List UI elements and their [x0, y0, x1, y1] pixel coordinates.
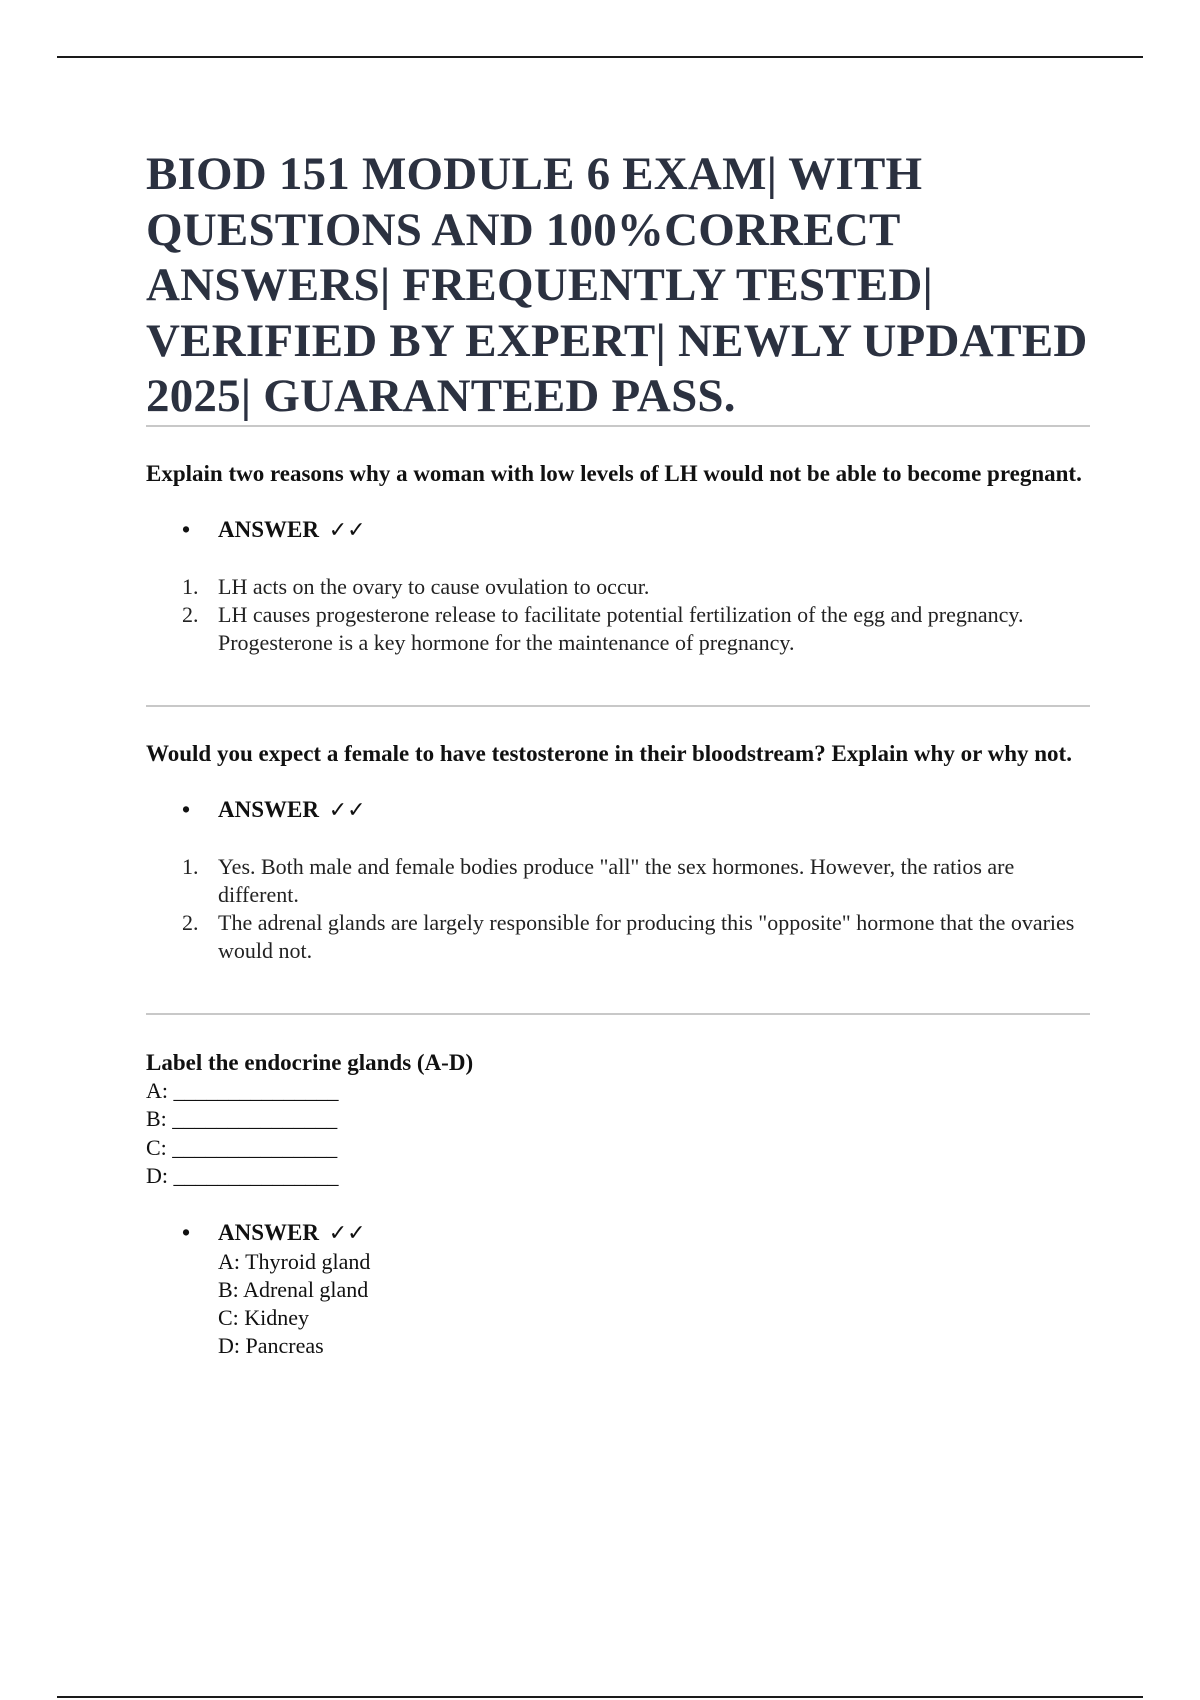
point-text: Yes. Both male and female bodies produce "all" the sex hormones. However, the ratios are different. [218, 853, 1015, 907]
answer-c: C: Kidney [218, 1304, 310, 1330]
point-number: 2. [182, 909, 199, 935]
title-divider [146, 425, 1090, 427]
answer-points [146, 853, 1090, 965]
section-divider [146, 1013, 1090, 1015]
point-text: LH causes progesterone release to facilitate potential fertilization of the egg and pregnancy. Progesterone is a key hormone for the maintenance of pregnancy. [218, 601, 1024, 655]
bullet: • [182, 516, 191, 542]
answer-label: ANSWER [218, 516, 319, 542]
double-check-icon: ✓✓ [328, 797, 366, 823]
answer-a: A: Thyroid gland [218, 1248, 371, 1274]
answer-list [146, 796, 1090, 825]
question-text: Explain two reasons why a woman with low levels of LH would not be able to become pregnant. [146, 460, 1082, 486]
point-number: 2. [182, 601, 199, 627]
answer-header [146, 1219, 1090, 1360]
answer-label: ANSWER [218, 796, 319, 822]
question-block-1 [146, 460, 1090, 657]
answer-point [146, 601, 1090, 657]
question-block-3 [146, 1049, 1090, 1360]
blank-line-c: C: _______________ [146, 1134, 338, 1160]
answer-list [146, 1219, 1090, 1360]
question-block-2 [146, 740, 1090, 965]
blank-line-b: B: _______________ [146, 1106, 338, 1131]
answer-point [146, 853, 1090, 909]
answer-points [146, 573, 1090, 657]
answer-point [146, 573, 1090, 601]
document-body [146, 147, 1090, 1360]
answer-list [146, 516, 1090, 545]
point-number: 1. [182, 573, 199, 599]
question-text: Label the endocrine glands (A-D) [146, 1049, 474, 1075]
page-top-rule [57, 56, 1143, 58]
question-text: Would you expect a female to have testosterone in their bloodstream? Explain why or why not. [146, 740, 1072, 766]
point-text: LH acts on the ovary to cause ovulation to occur. [218, 573, 650, 599]
gland-answers [218, 1248, 1090, 1360]
blank-line-d: D: _______________ [146, 1163, 339, 1188]
document-title: BIOD 151 MODULE 6 EXAM| WITH QUESTIONS AND 100%CORRECT ANSWERS| FREQUENTLY TESTED| VERIFIED BY EXPERT| NEWLY UPDATED 2025| GUARANTEED PASS. [146, 148, 1088, 422]
bullet: • [182, 796, 191, 822]
answer-header [146, 516, 1090, 545]
bullet: • [182, 1219, 191, 1245]
point-number: 1. [182, 853, 199, 879]
answer-header [146, 796, 1090, 825]
blank-line-a: A: _______________ [146, 1077, 339, 1103]
answer-label: ANSWER [218, 1219, 319, 1245]
page-bottom-rule [57, 1696, 1143, 1698]
answer-point [146, 909, 1090, 965]
section-divider [146, 705, 1090, 707]
point-text: The adrenal glands are largely responsible for producing this "opposite" hormone that the ovaries would not. [218, 909, 1075, 963]
double-check-icon: ✓✓ [328, 517, 366, 543]
answer-b: B: Adrenal gland [218, 1276, 369, 1302]
answer-d: D: Pancreas [218, 1332, 324, 1358]
double-check-icon: ✓✓ [328, 1220, 366, 1246]
label-blanks [146, 1077, 1090, 1191]
